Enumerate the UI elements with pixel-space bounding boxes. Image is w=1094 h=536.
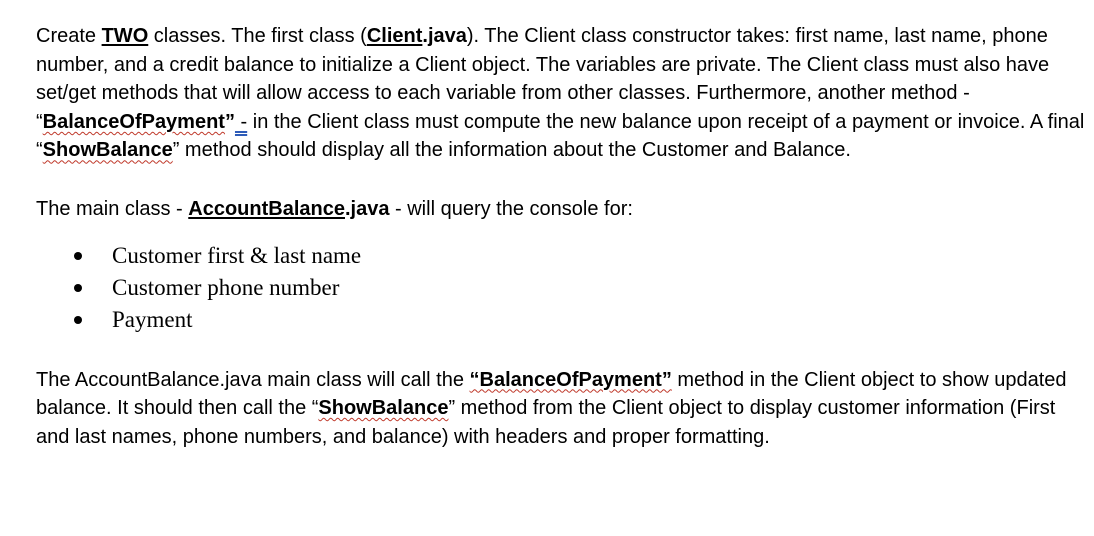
list-item-text: Payment <box>112 306 193 332</box>
list-item-text: Customer phone number <box>112 274 340 300</box>
text: ” method from the Client object to display customer information (First and last names, phone numbers, and balance) with headers and proper formatting. <box>36 397 1056 448</box>
spacer <box>36 165 1086 195</box>
dash-marked: - <box>234 110 248 133</box>
spacer <box>36 336 1086 366</box>
query-list <box>74 240 1086 336</box>
text: classes. The first class ( <box>148 25 367 47</box>
bullet-icon <box>74 316 82 324</box>
text: ” method should display all the information about the Customer and Balance. <box>172 139 851 162</box>
document-body <box>36 22 1086 451</box>
text: in the Client class must compute the new balance upon receipt of a payment or invoice. A final “ <box>36 110 1085 162</box>
text: The main class - <box>36 197 189 220</box>
list-item <box>74 272 1086 304</box>
text: Create <box>36 25 102 47</box>
balanceofpayment-method: BalanceOfPayment <box>42 110 225 133</box>
text: The AccountBalance.java main class will call the <box>36 368 470 391</box>
text: - will query the console for: <box>389 197 633 220</box>
paragraph-main-class <box>36 195 1086 224</box>
balanceofpayment-method: “BalanceOfPayment” <box>469 368 672 391</box>
list-item-text: Customer first & last name <box>112 242 362 268</box>
client-extension: .java <box>422 25 467 47</box>
quote-close: ” <box>224 110 235 133</box>
showbalance-method: ShowBalance <box>42 139 173 162</box>
bullet-icon <box>74 284 82 292</box>
accountbalance-filename: AccountBalance <box>188 197 345 220</box>
list-item <box>74 304 1086 336</box>
showbalance-method: ShowBalance <box>318 397 449 420</box>
bullet-icon <box>74 252 82 260</box>
client-filename: Client <box>366 25 423 47</box>
accountbalance-extension: .java <box>344 197 390 220</box>
paragraph-main-behavior <box>36 366 1086 452</box>
list-item <box>74 240 1086 272</box>
text: method in the Client object to show updated balance. It should then call the “ <box>36 368 1067 420</box>
paragraph-client-class <box>36 22 1086 165</box>
emphasis-two: TWO <box>101 25 149 47</box>
text: ). The Client class constructor takes: first name, last name, phone number, and a credit balance to initialize a Client object. The variables are private. The Client class must also have set/get methods that will allow access to each variable from other classes. Furthermore, another method - “ <box>36 25 1050 133</box>
spacer <box>36 224 1086 240</box>
